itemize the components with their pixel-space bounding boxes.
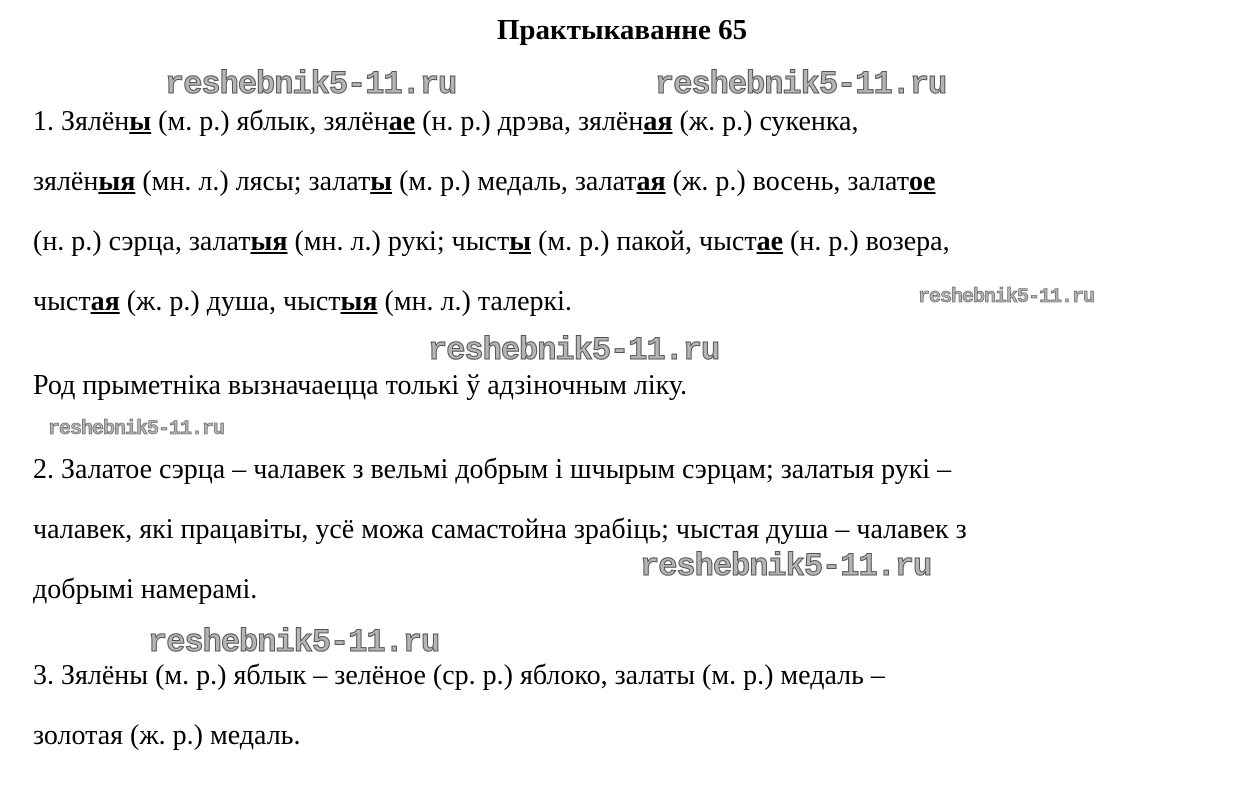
ending: ы: [370, 166, 393, 197]
ending: ая: [90, 286, 120, 317]
text: (мн. л.) талеркі.: [377, 286, 572, 317]
paragraph-2-line-3: добрымі намерамі.: [33, 574, 258, 605]
page-title: Практыкаванне 65: [496, 14, 748, 46]
text: (н. р.) дрэва, зялён: [415, 106, 644, 137]
text: (ж. р.) сукенка,: [672, 106, 859, 137]
text: (н. р.) возера,: [783, 226, 950, 257]
watermark: reshebnik5-11.ru: [655, 66, 947, 103]
paragraph-2-line-1: 2. Залатое сэрца – чалавек з вельмі добрым і шчырым сэрцам; залатыя рукі –: [33, 454, 952, 485]
text: чыст: [33, 286, 91, 317]
text: (мн. л.) лясы; залат: [135, 166, 371, 197]
ending: ы: [509, 226, 532, 257]
paragraph-3-line-1: 3. Зялёны (м. р.) яблык – зелёное (ср. р.) яблоко, залаты (м. р.) медаль –: [33, 660, 885, 691]
watermark: reshebnik5-11.ru: [48, 418, 225, 441]
ending: ая: [643, 106, 673, 137]
paragraph-3-line-2: золотая (ж. р.) медаль.: [33, 720, 301, 751]
paragraph-2-line-2: чалавек, які працавіты, усё можа самастойна зрабіць; чыстая душа – чалавек з: [33, 514, 967, 545]
paragraph-1-line-2: [33, 164, 935, 200]
text: (м. р.) яблык, зялён: [151, 106, 389, 137]
ending: ыя: [250, 226, 288, 257]
watermark: reshebnik5-11.ru: [165, 66, 457, 103]
paragraph-1-line-1: [33, 104, 858, 140]
rule-text: Род прыметніка вызначаецца толькі ў адзіночным ліку.: [33, 370, 688, 401]
watermark: reshebnik5-11.ru: [640, 548, 932, 585]
paragraph-1-line-3: [33, 224, 950, 260]
watermark: reshebnik5-11.ru: [918, 286, 1095, 309]
ending: ае: [756, 226, 784, 257]
ending: ое: [909, 166, 936, 197]
ending: ая: [636, 166, 666, 197]
watermark: reshebnik5-11.ru: [428, 332, 720, 369]
paragraph-1-line-4: [33, 284, 572, 320]
text: 1. Зялён: [33, 106, 130, 137]
ending: ыя: [340, 286, 378, 317]
ending: ыя: [98, 166, 136, 197]
ending: ае: [388, 106, 416, 137]
watermark: reshebnik5-11.ru: [148, 624, 440, 661]
text: (ж. р.) душа, чыст: [119, 286, 341, 317]
text: (ж. р.) восень, залат: [665, 166, 909, 197]
text: (м. р.) пакой, чыст: [531, 226, 757, 257]
text: (м. р.) медаль, залат: [392, 166, 637, 197]
text: зялён: [33, 166, 99, 197]
text: (мн. л.) рукі; чыст: [287, 226, 510, 257]
text: (н. р.) сэрца, залат: [33, 226, 251, 257]
ending: ы: [129, 106, 152, 137]
